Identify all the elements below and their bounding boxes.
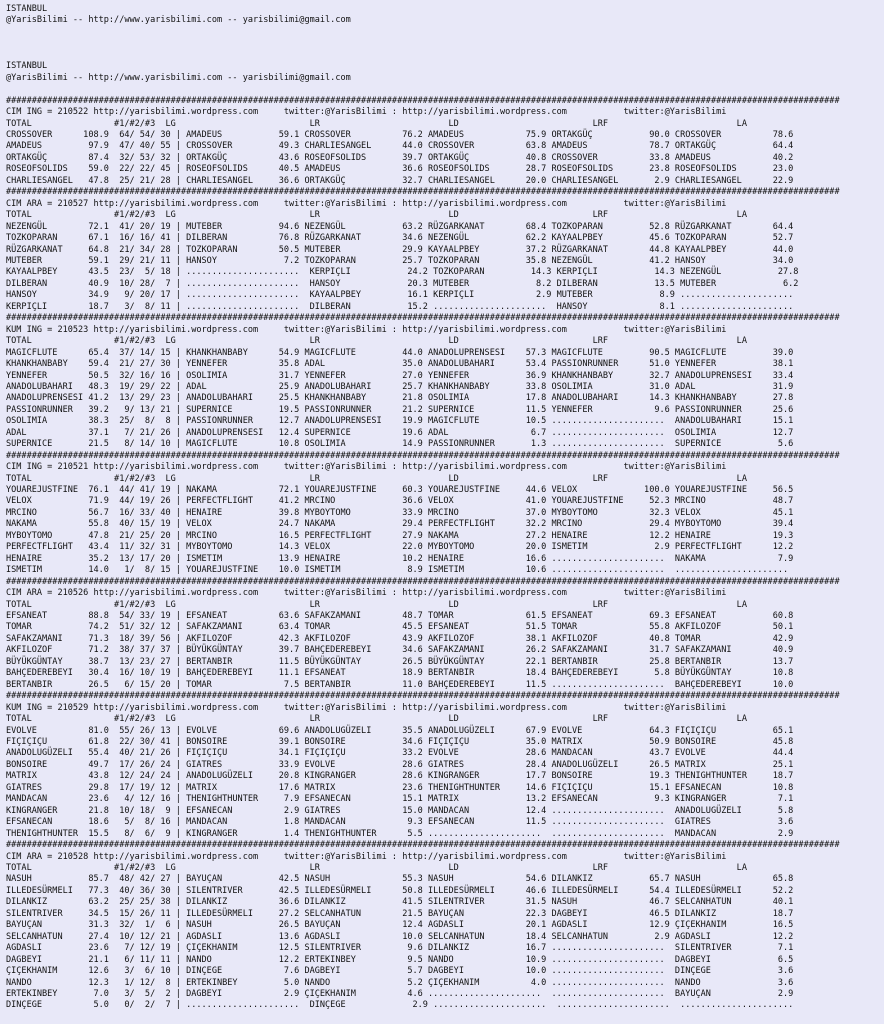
horse-row: MYBOYTOMO 47.8 21/ 25/ 20 | MRCINO 16.5 PERFECTFLIGHT 27.9 NAKAMA 27.2 HENAIRE 12.2 HENAIRE 19.3 <box>6 530 794 541</box>
horse-row: EFSANECAN 18.6 5/ 8/ 16 | MANDACAN 1.8 MANDACAN 9.3 EFSANECAN 11.5 ...................... GIATRES 3.6 <box>6 817 794 828</box>
column-header-line: TOTAL #1/#2/#3 LG LR LD LRF LA <box>6 473 747 484</box>
horse-row: HANSOY 34.9 9/ 20/ 17 | ...................... KAYAALPBEY 16.1 KERPIÇLI 2.9 MUTEBER 8.9 ...................... <box>6 290 794 301</box>
horse-row: TOMAR 74.2 51/ 32/ 12 | SAFAKZAMANI 63.4 TOMAR 45.5 EFSANEAT 51.5 TOMAR 55.8 AKFILOZOF 50.1 <box>6 622 794 633</box>
separator-line: ################################################################################################################################################################## <box>6 187 840 198</box>
horse-row: PERFECTFLIGHT 43.4 11/ 32/ 31 | MYBOYTOMO 14.3 VELOX 22.0 MYBOYTOMO 20.0 ISMETIM 2.9 PERFECTFLIGHT 12.2 <box>6 542 794 553</box>
horse-row: KERPIÇLI 18.7 3/ 8/ 11 | ...................... DILBERAN 15.2 ...................... HANSOY 8.1 ...................... <box>6 301 794 312</box>
horse-row: AMADEUS 97.9 47/ 40/ 55 | CROSSOVER 49.3 CHARLIESANGEL 44.0 CROSSOVER 63.8 AMADEUS 78.7 ORTAKGÜÇ 64.4 <box>6 141 794 152</box>
horse-row: CROSSOVER 108.9 64/ 54/ 30 | AMADEUS 59.1 CROSSOVER 76.2 AMADEUS 75.9 ORTAKGÜÇ 90.0 CROSSOVER 78.6 <box>6 129 794 140</box>
horse-row: SILENTRIVER 34.5 15/ 26/ 11 | ILLEDESÜRMELI 27.2 SELCANHATUN 21.5 BAYUÇAN 22.3 DAGBEYI 46.5 DILANKIZ 18.7 <box>6 908 794 919</box>
horse-row: BAYUÇAN 31.3 32/ 1/ 6 | NASUH 26.5 BAYUÇAN 12.4 AGDASLI 20.1 AGDASLI 12.9 ÇIÇEKHANIM 16.5 <box>6 920 794 931</box>
horse-row: BAHÇEDEREBEYI 30.4 16/ 10/ 19 | BAHÇEDEREBEYI 11.1 EFSANEAT 18.9 BERTANBIR 18.4 BAHÇEDEREBEYI 5.8 BÜYÜKGÜNTAY 10.8 <box>6 668 794 679</box>
city-title: ISTANBUL <box>6 61 48 72</box>
horse-row: PASSIONRUNNER 39.2 9/ 13/ 21 | SUPERNICE 19.5 PASSIONRUNNER 21.2 SUPERNICE 11.5 YENNEFER 9.6 PASSIONRUNNER 25.6 <box>6 404 794 415</box>
horse-row: MAGICFLUTE 65.4 37/ 14/ 15 | KHANKHANBABY 54.9 MAGICFLUTE 44.0 ANADOLUPRENSESI 57.3 MAGICFLUTE 90.5 MAGICFLUTE 39.0 <box>6 347 794 358</box>
horse-row: VELOX 71.9 44/ 19/ 26 | PERFECTFLIGHT 41.2 MRCINO 36.6 VELOX 41.0 YOUAREJUSTFINE 52.3 MRCINO 48.7 <box>6 496 794 507</box>
race-header-line: CIM ING = 210522 http://yarisbilimi.wordpress.com twitter:@YarisBilimi : http://yarisbilimi.wordpress.com twitter:@YarisBilimi <box>6 107 727 118</box>
horse-row: MRCINO 56.7 16/ 33/ 40 | HENAIRE 39.8 MYBOYTOMO 33.9 MRCINO 37.0 MYBOYTOMO 32.3 VELOX 45.1 <box>6 507 794 518</box>
horse-row: ILLEDESÜRMELI 77.3 40/ 36/ 30 | SILENTRIVER 42.5 ILLEDESÜRMELI 50.8 ILLEDESÜRMELI 46.6 ILLEDESÜRMELI 54.4 ILLEDESÜRMELI 52.2 <box>6 885 794 896</box>
horse-row: ORTAKGÜÇ 87.4 32/ 53/ 32 | ORTAKGÜÇ 43.6 ROSEOFSOLIDS 39.7 ORTAKGÜÇ 40.8 CROSSOVER 33.8 AMADEUS 40.2 <box>6 152 794 163</box>
column-header-line: TOTAL #1/#2/#3 LG LR LD LRF LA <box>6 714 747 725</box>
horse-row: KAYAALPBEY 43.5 23/ 5/ 18 | ...................... KERPIÇLI 24.2 TOZKOPARAN 14.3 KERPIÇLI 14.3 NEZENGÜL 27.8 <box>6 267 799 278</box>
horse-row: BONSOIRE 49.7 17/ 26/ 24 | GIATRES 33.9 EVOLVE 28.6 GIATRES 28.4 ANADOLUGÜZELI 26.5 MATRIX 25.1 <box>6 759 794 770</box>
column-header-line: TOTAL #1/#2/#3 LG LR LD LRF LA <box>6 118 747 129</box>
separator-line: ################################################################################################################################################################## <box>6 313 840 324</box>
horse-row: NANDO 12.3 1/ 12/ 8 | ERTEKINBEY 5.0 NANDO 5.2 ÇIÇEKHANIM 4.0 ...................... NANDO 3.6 <box>6 977 794 988</box>
column-header-line: TOTAL #1/#2/#3 LG LR LD LRF LA <box>6 862 747 873</box>
horse-row: ROSEOFSOLIDS 59.0 22/ 22/ 45 | ROSEOFSOLIDS 40.5 AMADEUS 36.6 ROSEOFSOLIDS 28.7 ROSEOFSOLIDS 23.8 ROSEOFSOLIDS 23.0 <box>6 164 794 175</box>
horse-row: DAGBEYI 21.1 6/ 11/ 11 | NANDO 12.2 ERTEKINBEY 9.5 NANDO 10.9 ...................... DAGBEYI 6.5 <box>6 954 794 965</box>
horse-row: DINÇEGE 5.0 0/ 2/ 7 | ...................... DINÇEGE 2.9 ...................... ...................... ...................... <box>6 1000 794 1011</box>
horse-row: DILBERAN 40.9 10/ 28/ 7 | ...................... HANSOY 20.3 MUTEBER 8.2 DILBERAN 13.5 MUTEBER 6.2 <box>6 278 799 289</box>
separator-line: ################################################################################################################################################################## <box>6 95 840 106</box>
horse-row: HENAIRE 35.2 13/ 17/ 20 | ISMETIM 13.9 HENAIRE 10.2 HENAIRE 16.6 ...................... NAKAMA 7.9 <box>6 553 794 564</box>
race-header-line: KUM ING = 210529 http://yarisbilimi.wordpress.com twitter:@YarisBilimi : http://yarisbilimi.wordpress.com twitter:@YarisBilimi <box>6 702 727 713</box>
horse-row: ANADOLUGÜZELI 55.4 40/ 21/ 26 | FIÇIÇIÇU 34.1 FIÇIÇIÇU 33.2 EVOLVE 28.6 MANDACAN 43.7 EVOLVE 44.4 <box>6 748 794 759</box>
horse-row: NEZENGÜL 72.1 41/ 20/ 19 | MUTEBER 94.6 NEZENGÜL 63.2 RÜZGARKANAT 68.4 TOZKOPARAN 52.8 RÜZGARKANAT 64.4 <box>6 221 794 232</box>
horse-row: ADAL 37.1 7/ 21/ 26 | ANADOLUPRENSESI 12.4 SUPERNICE 19.6 ADAL 6.7 ...................... OSOLIMIA 12.7 <box>6 427 794 438</box>
horse-row: MATRIX 43.8 12/ 24/ 24 | ANADOLUGÜZELI 20.8 KINGRANGER 28.6 KINGRANGER 17.7 BONSOIRE 19.3 THENIGHTHUNTER 18.7 <box>6 771 794 782</box>
separator-line: ################################################################################################################################################################## <box>6 576 840 587</box>
column-header-line: TOTAL #1/#2/#3 LG LR LD LRF LA <box>6 210 747 221</box>
horse-row: AKFILOZOF 71.2 38/ 37/ 37 | BÜYÜKGÜNTAY 39.7 BAHÇEDEREBEYI 34.6 SAFAKZAMANI 26.2 SAFAKZAMANI 31.7 SAFAKZAMANI 40.9 <box>6 645 794 656</box>
horse-row: EVOLVE 81.0 55/ 26/ 13 | EVOLVE 69.6 ANADOLUGÜZELI 35.5 ANADOLUGÜZELI 67.9 EVOLVE 64.3 FIÇIÇIÇU 65.1 <box>6 725 794 736</box>
horse-row: SELCANHATUN 27.4 10/ 12/ 21 | AGDASLI 13.6 AGDASLI 10.0 SELCANHATUN 18.4 SELCANHATUN 2.9 AGDASLI 12.2 <box>6 931 794 942</box>
race-header-line: CIM ING = 210521 http://yarisbilimi.wordpress.com twitter:@YarisBilimi : http://yarisbilimi.wordpress.com twitter:@YarisBilimi <box>6 462 727 473</box>
horse-row: GIATRES 29.8 17/ 19/ 12 | MATRIX 17.6 MATRIX 23.6 THENIGHTHUNTER 14.6 FIÇIÇIÇU 15.1 EFSANECAN 10.8 <box>6 782 794 793</box>
horse-row: ÇIÇEKHANIM 12.6 3/ 6/ 10 | DINÇEGE 7.6 DAGBEYI 5.7 DAGBEYI 10.0 ...................... DINÇEGE 3.6 <box>6 966 794 977</box>
column-header-line: TOTAL #1/#2/#3 LG LR LD LRF LA <box>6 599 747 610</box>
race-header-line: CIM ARA = 210526 http://yarisbilimi.wordpress.com twitter:@YarisBilimi : http://yarisbilimi.wordpress.com twitter:@YarisBilimi <box>6 588 727 599</box>
separator-line: ################################################################################################################################################################## <box>6 691 840 702</box>
horse-row: NAKAMA 55.8 40/ 15/ 19 | VELOX 24.7 NAKAMA 29.4 PERFECTFLIGHT 32.2 MRCINO 29.4 MYBOYTOMO 39.4 <box>6 519 794 530</box>
race-header-line: CIM ARA = 210527 http://yarisbilimi.wordpress.com twitter:@YarisBilimi : http://yarisbilimi.wordpress.com twitter:@YarisBilimi <box>6 198 727 209</box>
contact-line: @YarisBilimi -- http://www.yarisbilimi.com -- yarisbilimi@gmail.com <box>6 72 351 83</box>
horse-row: ISMETIM 14.0 1/ 8/ 15 | YOUAREJUSTFINE 10.0 ISMETIM 8.9 ISMETIM 10.6 ...................... ...................... <box>6 565 789 576</box>
horse-row: ERTEKINBEY 7.0 3/ 5/ 2 | DAGBEYI 2.9 ÇIÇEKHANIM 4.6 ...................... ...................... BAYUÇAN 2.9 <box>6 988 794 999</box>
city-title: ISTANBUL <box>6 4 48 14</box>
horse-row: YOUAREJUSTFINE 76.1 44/ 41/ 19 | NAKAMA 72.1 YOUAREJUSTFINE 60.3 YOUAREJUSTFINE 44.6 VELOX 100.0 YOUAREJUSTFINE 56.5 <box>6 485 794 496</box>
column-header-line: TOTAL #1/#2/#3 LG LR LD LRF LA <box>6 336 747 347</box>
horse-row: MUTEBER 59.1 29/ 21/ 11 | HANSOY 7.2 TOZKOPARAN 25.7 TOZKOPARAN 35.8 NEZENGÜL 41.2 HANSOY 34.0 <box>6 255 794 266</box>
horse-row: NASUH 85.7 48/ 42/ 27 | BAYUÇAN 42.5 NASUH 55.3 NASUH 54.6 DILANKIZ 65.7 NASUH 65.8 <box>6 874 794 885</box>
race-header-line: CIM ARA = 210528 http://yarisbilimi.wordpress.com twitter:@YarisBilimi : http://yarisbilimi.wordpress.com twitter:@YarisBilimi <box>6 851 727 862</box>
race-header-line: KUM ING = 210523 http://yarisbilimi.wordpress.com twitter:@YarisBilimi : http://yarisbilimi.wordpress.com twitter:@YarisBilimi <box>6 324 727 335</box>
horse-row: ANADOLUBAHARI 48.3 19/ 29/ 22 | ADAL 25.9 ANADOLUBAHARI 25.7 KHANKHANBABY 33.8 OSOLIMIA 31.0 ADAL 31.9 <box>6 381 794 392</box>
horse-row: BÜYÜKGÜNTAY 38.7 13/ 23/ 27 | BERTANBIR 11.5 BÜYÜKGÜNTAY 26.5 BÜYÜKGÜNTAY 22.1 BERTANBIR 25.8 BERTANBIR 13.7 <box>6 656 794 667</box>
horse-row: SUPERNICE 21.5 8/ 14/ 10 | MAGICFLUTE 10.8 OSOLIMIA 14.9 PASSIONRUNNER 1.3 ...................... SUPERNICE 5.6 <box>6 439 794 450</box>
race-report-text <box>6 4 840 1012</box>
horse-row: BERTANBIR 26.5 6/ 15/ 20 | TOMAR 7.5 BERTANBIR 11.0 BAHÇEDEREBEYI 11.5 ...................... BAHÇEDEREBEYI 10.0 <box>6 679 794 690</box>
horse-row: CHARLIESANGEL 47.8 25/ 21/ 28 | CHARLIESANGEL 36.6 ORTAKGÜÇ 32.7 CHARLIESANGEL 20.0 CHARLIESANGEL 2.9 CHARLIESANGEL 22.9 <box>6 175 794 186</box>
horse-row: MANDACAN 23.6 4/ 12/ 16 | THENIGHTHUNTER 7.9 EFSANECAN 15.1 MATRIX 13.2 EFSANECAN 9.3 KINGRANGER 7.1 <box>6 794 794 805</box>
horse-row: KINGRANGER 21.8 10/ 18/ 9 | EFSANECAN 2.9 GIATRES 15.0 MANDACAN 12.4 ...................... ANADOLUGÜZELI 5.8 <box>6 805 794 816</box>
horse-row: YENNEFER 50.5 32/ 16/ 16 | OSOLIMIA 31.7 YENNEFER 27.0 YENNEFER 36.9 KHANKHANBABY 32.7 ANADOLUPRENSESI 33.4 <box>6 370 794 381</box>
horse-row: KHANKHANBABY 59.4 21/ 27/ 30 | YENNEFER 35.8 ADAL 35.0 ANADOLUBAHARI 53.4 PASSIONRUNNER 51.0 YENNEFER 38.1 <box>6 359 794 370</box>
separator-line: ################################################################################################################################################################## <box>6 450 840 461</box>
horse-row: RÜZGARKANAT 64.8 21/ 34/ 28 | TOZKOPARAN 50.5 MUTEBER 29.9 KAYAALPBEY 37.2 RÜZGARKANAT 44.8 KAYAALPBEY 44.0 <box>6 244 794 255</box>
horse-row: TOZKOPARAN 67.1 16/ 16/ 41 | DILBERAN 76.8 RÜZGARKANAT 34.6 NEZENGÜL 62.2 KAYAALPBEY 45.6 TOZKOPARAN 52.7 <box>6 233 794 244</box>
horse-row: EFSANEAT 88.8 54/ 33/ 19 | EFSANEAT 63.6 SAFAKZAMANI 48.7 TOMAR 61.5 EFSANEAT 69.3 EFSANEAT 60.8 <box>6 611 794 622</box>
horse-row: THENIGHTHUNTER 15.5 8/ 6/ 9 | KINGRANGER 1.4 THENIGHTHUNTER 5.5 ...................... ...................... MANDACAN 2.9 <box>6 828 794 839</box>
separator-line: ################################################################################################################################################################## <box>6 840 840 851</box>
horse-row: SAFAKZAMANI 71.3 18/ 39/ 56 | AKFILOZOF 42.3 AKFILOZOF 43.9 AKFILOZOF 38.1 AKFILOZOF 40.8 TOMAR 42.9 <box>6 633 794 644</box>
horse-row: AGDASLI 23.6 7/ 12/ 19 | ÇIÇEKHANIM 12.5 SILENTRIVER 9.6 DILANKIZ 16.7 ...................... SILENTRIVER 7.1 <box>6 943 794 954</box>
contact-line: @YarisBilimi -- http://www.yarisbilimi.com -- yarisbilimi@gmail.com <box>6 15 351 26</box>
horse-row: OSOLIMIA 38.3 25/ 8/ 8 | PASSIONRUNNER 12.7 ANADOLUPRENSESI 19.9 MAGICFLUTE 10.5 ...................... ANADOLUBAHARI 15.1 <box>6 416 794 427</box>
horse-row: ANADOLUPRENSESI 41.2 13/ 29/ 23 | ANADOLUBAHARI 25.5 KHANKHANBABY 21.8 OSOLIMIA 17.8 ANADOLUBAHARI 14.3 KHANKHANBABY 27.8 <box>6 393 794 404</box>
horse-row: DILANKIZ 63.2 25/ 25/ 38 | DILANKIZ 36.6 DILANKIZ 41.5 SILENTRIVER 31.5 NASUH 46.7 SELCANHATUN 40.1 <box>6 897 794 908</box>
horse-row: FIÇIÇIÇU 61.8 22/ 30/ 41 | BONSOIRE 39.1 BONSOIRE 34.6 FIÇIÇIÇU 35.0 MATRIX 50.9 BONSOIRE 45.8 <box>6 737 794 747</box>
